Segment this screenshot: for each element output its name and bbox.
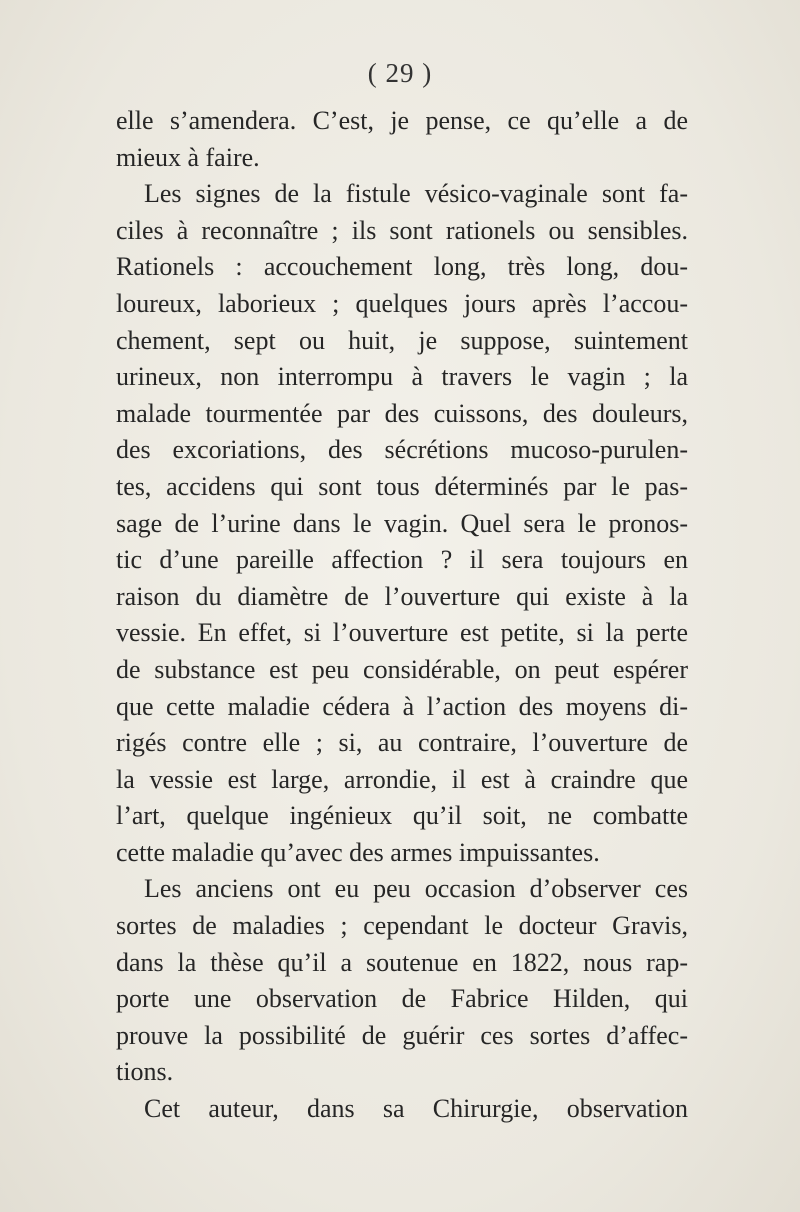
text-line: rigés contre elle ; si, au contraire, l’ouverture de xyxy=(116,728,688,758)
text-line: Les signes de la fistule vésico-vaginale sont fa- xyxy=(144,179,688,209)
text-line: l’art, quelque ingénieux qu’il soit, ne combatte xyxy=(116,801,688,831)
text-line: chement, sept ou huit, je suppose, suintement xyxy=(116,325,688,355)
text-line: que cette maladie cédera à l’action des moyens di- xyxy=(116,691,688,721)
text-line: cette maladie qu’avec des armes impuissantes. xyxy=(116,837,600,867)
text-line: loureux, laborieux ; quelques jours après l’accou- xyxy=(116,288,688,318)
text-line: raison du diamètre de l’ouverture qui existe à la xyxy=(116,581,688,611)
text-line: malade tourmentée par des cuissons, des douleurs, xyxy=(116,398,688,428)
text-line: dans la thèse qu’il a soutenue en 1822, nous rap- xyxy=(116,947,688,977)
text-line: Cet auteur, dans sa Chirurgie, observation xyxy=(144,1094,688,1124)
text-line: urineux, non interrompu à travers le vagin ; la xyxy=(116,362,688,392)
text-line: porte une observation de Fabrice Hilden, qui xyxy=(116,984,688,1014)
text-line: sortes de maladies ; cependant le docteur Gravis, xyxy=(116,911,688,941)
text-line: tic d’une pareille affection ? il sera toujours en xyxy=(116,545,688,575)
text-line: tes, accidens qui sont tous déterminés par le pas- xyxy=(116,471,688,501)
text-line: Les anciens ont eu peu occasion d’observer ces xyxy=(144,874,688,904)
text-line: de substance est peu considérable, on peut espérer xyxy=(116,654,688,684)
text-line: tions. xyxy=(116,1057,174,1087)
text-line: des excoriations, des sécrétions mucoso-purulen- xyxy=(116,435,688,465)
text-line: vessie. En effet, si l’ouverture est petite, si la perte xyxy=(116,618,688,648)
page-number: ( 29 ) xyxy=(367,58,433,88)
text-line: Rationels : accouchement long, très long, dou- xyxy=(116,252,688,282)
text-line: ciles à reconnaître ; ils sont rationels ou sensibles. xyxy=(116,215,688,245)
text-line: elle s’amendera. C’est, je pense, ce qu’elle a de xyxy=(116,106,688,135)
text-line: mieux à faire. xyxy=(116,142,260,172)
body-text xyxy=(116,103,688,1128)
text-line: sage de l’urine dans le vagin. Quel sera le pronos- xyxy=(116,508,688,538)
text-line: prouve la possibilité de guérir ces sortes d’affec- xyxy=(116,1020,688,1050)
text-line: la vessie est large, arrondie, il est à craindre que xyxy=(116,764,688,794)
